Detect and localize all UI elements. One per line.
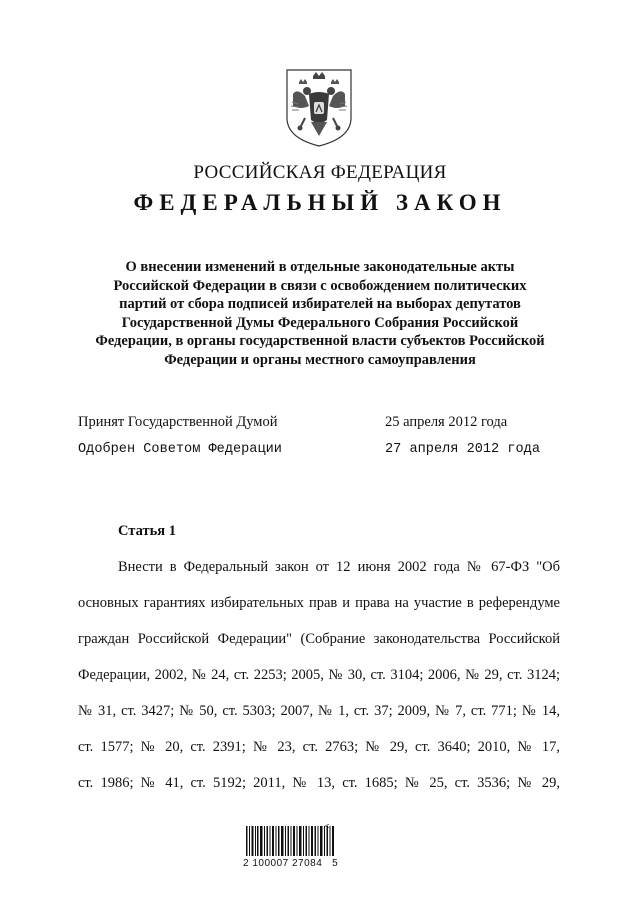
subject-line: Российской Федерации в связи с освобождением политических xyxy=(113,277,527,294)
approved-by-council-label: Одобрен Советом Федерации xyxy=(78,442,282,457)
article-text-line: ст. 1577; № 20, ст. 2391; № 23, ст. 2763; № 29, ст. 3640; 2010, № 17, xyxy=(78,739,560,755)
subject-line: О внесении изменений в отдельные законодательные акты xyxy=(125,259,515,275)
article-heading: Статья 1 xyxy=(118,523,176,539)
barcode-number: 2 100007 27084 5 xyxy=(243,858,339,869)
adopted-date: 25 апреля 2012 года xyxy=(385,414,508,430)
subject-line: Федерации, в органы государственной власти субъектов Российской xyxy=(95,333,545,350)
article-text-line: ст. 1986; № 41, ст. 5192; 2011, № 13, ст. 1685; № 25, ст. 3536; № 29, xyxy=(78,775,560,791)
adopted-by-duma-label: Принят Государственной Думой xyxy=(78,414,278,430)
subject-line: Государственной Думы Федерального Собрания Российской xyxy=(121,314,519,331)
document-barcode xyxy=(246,822,334,856)
article-text-line: № 31, ст. 3427; № 50, ст. 5303; 2007, № 1, ст. 37; 2009, № 7, ст. 771; № 14, xyxy=(78,703,560,719)
subject-line: Федерации и органы местного самоуправления xyxy=(164,351,476,368)
law-subject-title xyxy=(90,258,550,370)
article-text-line: основных гарантиях избирательных прав и права на участие в референдуме xyxy=(78,595,560,611)
country-heading: РОССИЙСКАЯ ФЕДЕРАЦИЯ xyxy=(193,162,447,183)
subject-line: партий от сбора подписей избирателей на выборах депутатов xyxy=(119,296,521,313)
article-text-line: граждан Российской Федерации" (Собрание законодательства Российской xyxy=(78,631,560,647)
coat-of-arms-emblem-icon xyxy=(283,66,355,148)
law-type-heading: ФЕДЕРАЛЬНЫЙ ЗАКОН xyxy=(133,190,507,215)
article-text-line: Федерации, 2002, № 24, ст. 2253; 2005, № 30, ст. 3104; 2006, № 29, ст. 3124; xyxy=(78,667,560,683)
approved-date: 27 апреля 2012 года xyxy=(385,442,540,457)
article-text-line: Внести в Федеральный закон от 12 июня 2002 года № 67-ФЗ "Об xyxy=(118,559,560,575)
barcode-side-text: A xyxy=(325,824,331,829)
